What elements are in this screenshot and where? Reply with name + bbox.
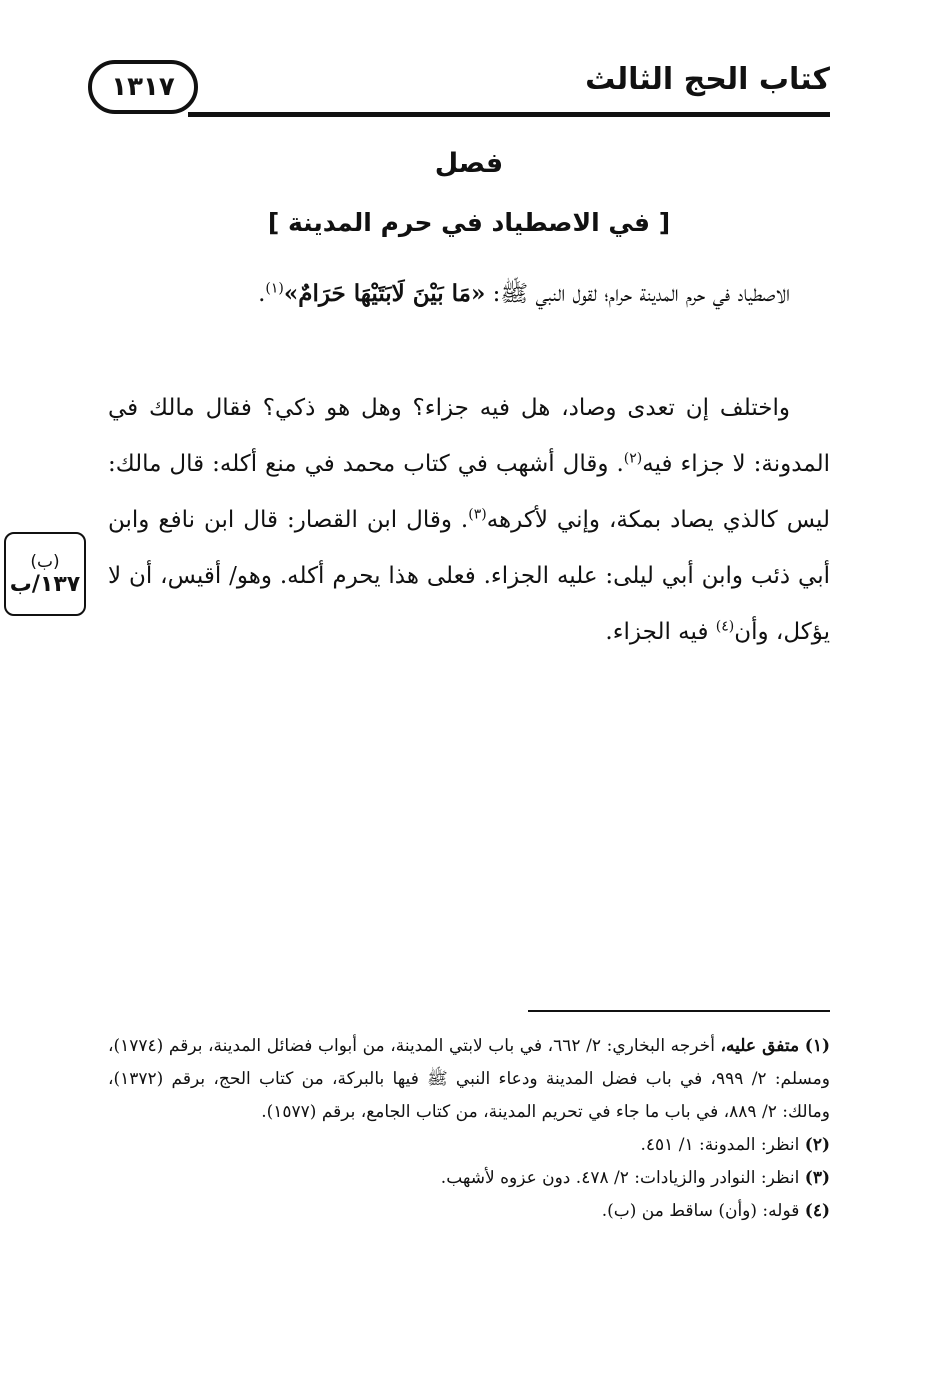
margin-note-manuscript: (ب) bbox=[30, 551, 60, 572]
paragraph-2-part-1: واختلف إن تعدى وصاد، هل فيه جزاء؟ وهل هو ذكي؟ فقال مالك في المدونة: لا جزاء فيه bbox=[108, 395, 830, 477]
paragraph-2 bbox=[108, 380, 830, 660]
footnote-2-number: (٢) bbox=[804, 1135, 830, 1155]
footnote-ref-4: (٤) bbox=[715, 618, 735, 635]
footnote-3-text: انظر: النوادر والزيادات: ٢/ ٤٧٨. دون عزوه لأشهب. bbox=[440, 1168, 805, 1188]
paragraph-1-text: الاصطياد في حرم المدينة حرام؛ لقول النبي ﷺ: bbox=[485, 281, 790, 307]
paragraph-2-part-3: . وقال ابن القصار: قال ابن نافع وابن أبي ذئب وابن أبي ليلى: عليه الجزاء. فعلى هذا يحرم أكله. وهو/ أقيس، أن لا يؤكل، وأن bbox=[108, 507, 830, 645]
section-title: فصل bbox=[434, 148, 504, 179]
footnote-ref-1: (١) bbox=[265, 280, 284, 297]
footnote-2-text: انظر: المدونة: ١/ ٤٥١. bbox=[640, 1135, 805, 1155]
footnote-ref-2: (٢) bbox=[623, 450, 643, 467]
footnote-separator bbox=[528, 1010, 830, 1012]
footnote-3-number: (٣) bbox=[804, 1168, 830, 1188]
page-number-badge bbox=[88, 60, 198, 114]
footnote-1-lead: متفق عليه، bbox=[720, 1036, 800, 1056]
footnote-1-text: أخرجه البخاري: ٢/ ٦٦٢، في باب لابتي المدينة، من أبواب فضائل المدينة، برقم (١٧٧٤)، ومسلم: ٢/ ٩٩٩، في باب فضل المدينة ودعاء النبي ﷺ فيها بالبركة، من كتاب الحج، برقم (١٣٧٢)، ومالك: ٢/ ٨٨٩، في باب ما جاء في تحريم المدينة، من كتاب الجامع، برقم (١٥٧٧). bbox=[108, 1036, 830, 1122]
running-title: كتاب الحج الثالث bbox=[585, 62, 830, 97]
footnote-4-text: قوله: (وأن) ساقط من (ب). bbox=[601, 1201, 805, 1221]
paragraph-1 bbox=[108, 266, 830, 322]
paragraph-2-part-2: . وقال أشهب في كتاب محمد في منع أكله: قال مالك: ليس كالذي يصاد بمكة، وإني لأكرهه bbox=[108, 451, 831, 533]
footnote-4-number: (٤) bbox=[804, 1201, 830, 1221]
footnote-4 bbox=[108, 1195, 830, 1228]
margin-note-folio: ١٣٧/ب bbox=[9, 571, 81, 597]
manuscript-margin-note bbox=[4, 532, 86, 616]
footnote-ref-3: (٣) bbox=[468, 506, 487, 523]
paragraph-1-end: . bbox=[258, 281, 266, 307]
header-rule bbox=[188, 112, 830, 117]
paragraph-2-part-4: فيه الجزاء. bbox=[605, 619, 716, 645]
hadith-quote: «مَا بَيْنَ لَابَتَيْهَا حَرَامٌ» bbox=[283, 280, 486, 307]
footnote-2 bbox=[108, 1129, 830, 1162]
footnotes bbox=[108, 1030, 830, 1228]
footnote-1-number: (١) bbox=[804, 1036, 830, 1056]
page-number: ١٣١٧ bbox=[111, 72, 175, 102]
footnote-3 bbox=[108, 1162, 830, 1195]
footnote-1 bbox=[108, 1030, 830, 1129]
subsection-title: [ في الاصطياد في حرم المدينة ] bbox=[267, 208, 671, 237]
